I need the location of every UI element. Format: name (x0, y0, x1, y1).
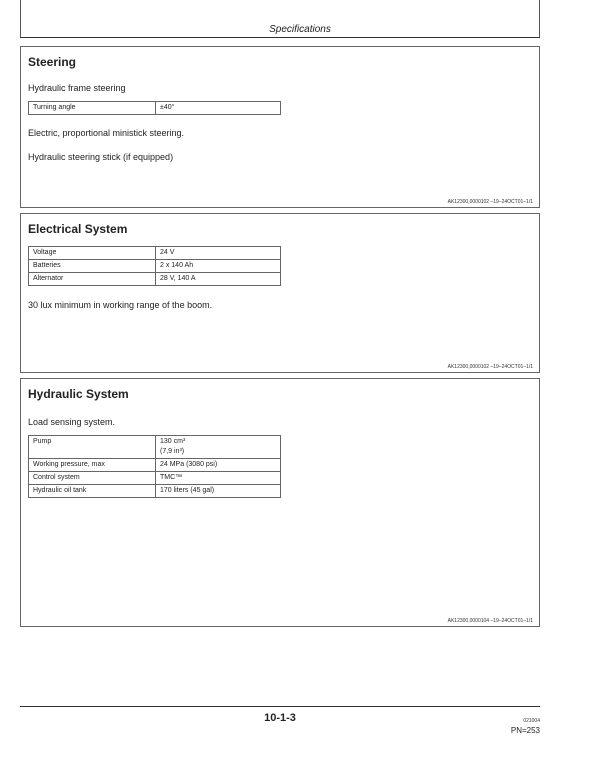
steering-note: Electric, proportional ministick steering. (28, 128, 185, 138)
table-row (29, 273, 281, 286)
section-steering (20, 46, 540, 208)
section-hydraulic (20, 378, 540, 627)
hydraulic-intro: Load sensing system. (28, 417, 116, 427)
section-heading: Electrical System (28, 222, 128, 236)
spec-value: TMC™ (156, 472, 281, 485)
page-number: 10-1-3 (264, 712, 296, 724)
header-rule (20, 37, 540, 38)
table-row (29, 247, 281, 260)
spec-value: 170 liters (45 gal) (156, 485, 281, 498)
section-heading: Hydraulic System (28, 387, 129, 401)
electrical-spec-table (28, 246, 281, 286)
spec-value: 24 MPa (3080 psi) (156, 459, 281, 472)
table-row (29, 472, 281, 485)
footer-rule (20, 706, 540, 707)
spec-value-line: 130 cm³ (160, 438, 186, 445)
spec-value: 28 V, 140 A (156, 273, 281, 286)
table-row (29, 260, 281, 273)
footer-pn: PN=253 (510, 726, 540, 735)
spec-label: Control system (29, 472, 156, 485)
spec-value-line: (7,9 in³) (160, 448, 185, 455)
steering-intro: Hydraulic frame steering (28, 83, 126, 93)
page-header-title: Specifications (269, 24, 331, 35)
document-reference: AK12300,0000104 –19–24OCT01–1/1 (447, 618, 533, 624)
spec-label: Pump (29, 436, 156, 459)
spec-value (156, 436, 281, 459)
spec-value: 2 x 140 Ah (156, 260, 281, 273)
hydraulic-spec-table (28, 435, 281, 498)
document-reference: AK12300,0000102 –19–24OCT01–1/1 (447, 199, 533, 205)
spec-label: Working pressure, max (29, 459, 156, 472)
electrical-note: 30 lux minimum in working range of the boom. (28, 300, 213, 310)
table-row (29, 102, 281, 115)
spec-label: Turning angle (29, 102, 156, 115)
table-row (29, 485, 281, 498)
steering-spec-table (28, 101, 281, 115)
document-reference: AK12300,0000102 –19–24OCT01–1/1 (447, 364, 533, 370)
table-row (29, 436, 281, 459)
spec-label: Voltage (29, 247, 156, 260)
section-heading: Steering (28, 55, 77, 69)
spec-value: 24 V (156, 247, 281, 260)
spec-value: ±40° (156, 102, 281, 115)
spec-label: Batteries (29, 260, 156, 273)
spec-label: Alternator (29, 273, 156, 286)
section-electrical (20, 213, 540, 373)
steering-note: Hydraulic steering stick (if equipped) (28, 152, 174, 162)
footer-code: 021004 (523, 718, 540, 724)
table-row (29, 459, 281, 472)
spec-label: Hydraulic oil tank (29, 485, 156, 498)
